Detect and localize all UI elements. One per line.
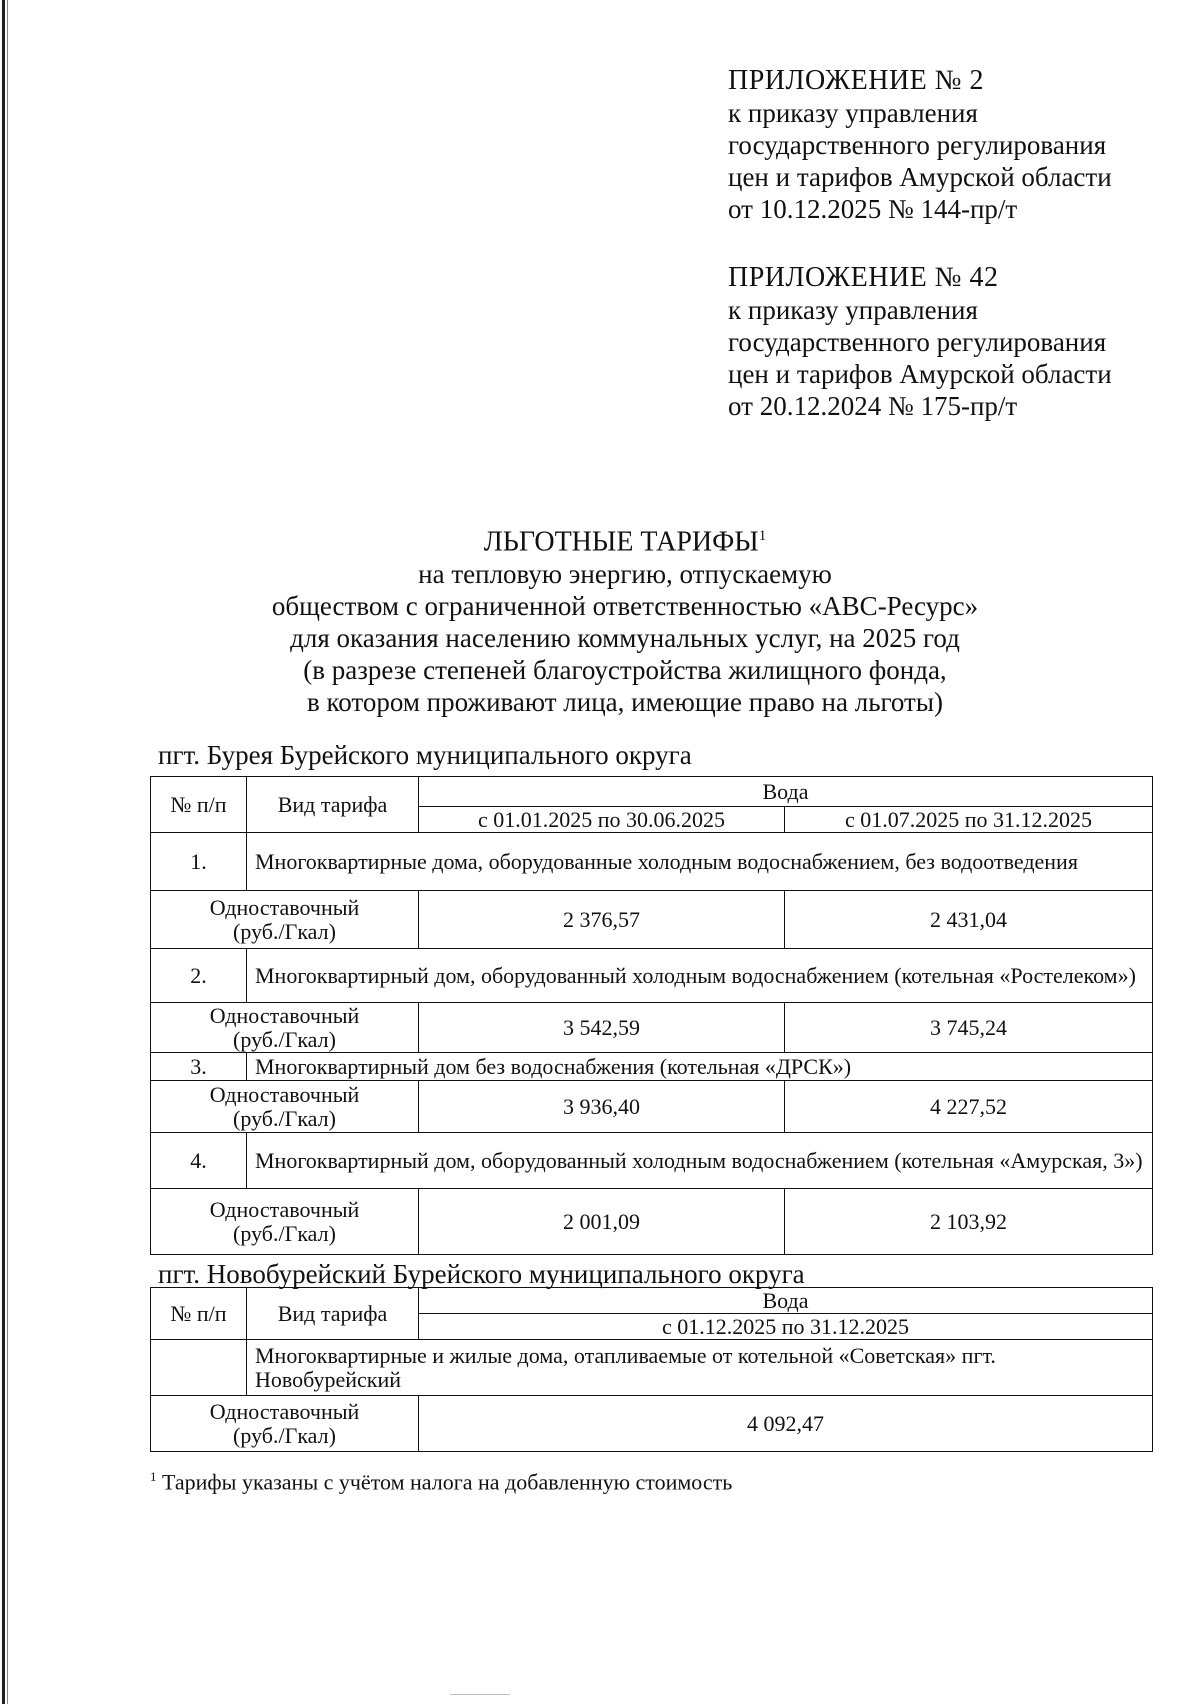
row-num: 4. xyxy=(151,1133,247,1189)
row-num: 2. xyxy=(151,949,247,1003)
title-line: (в разрезе степеней благоустройства жилищного фонда, xyxy=(303,655,947,686)
tariff-table-2 xyxy=(150,1287,1153,1452)
tariff-label: Одноставочный (руб./Гкал) xyxy=(151,1189,419,1255)
value-cell: 3 745,24 xyxy=(785,1003,1153,1053)
title-line: для оказания населению коммунальных услуг, на 2025 год xyxy=(290,623,960,654)
row-description: Многоквартирные и жилые дома, отапливаемые от котельной «Советская» пгт. Новобурейский xyxy=(247,1340,1153,1396)
title-line: в котором проживают лица, имеющие право на льготы) xyxy=(307,687,943,718)
appendix-line: цен и тарифов Амурской области xyxy=(728,162,1112,192)
table-row xyxy=(151,1189,1153,1255)
appendix-block-2 xyxy=(728,262,1112,422)
tariff-label: Одноставочный (руб./Гкал) xyxy=(151,1081,419,1133)
table-row xyxy=(151,891,1153,949)
title-main: ЛЬГОТНЫЕ ТАРИФЫ$^1$ xyxy=(483,526,767,558)
appendix-block-1 xyxy=(728,65,1112,225)
footnote-mark: 1 xyxy=(150,1469,157,1484)
tariff-label: Одноставочный (руб./Гкал) xyxy=(151,891,419,949)
document-title xyxy=(200,520,1050,718)
table-row xyxy=(151,833,1153,891)
title-line: обществом с ограниченной ответственностью «АВС-Ресурс» xyxy=(271,591,979,622)
title-line: на тепловую энергию, отпускаемую xyxy=(418,559,832,590)
table-row xyxy=(151,1133,1153,1189)
row-num xyxy=(151,1340,247,1396)
table-row xyxy=(151,1340,1153,1396)
table-row xyxy=(151,1396,1153,1452)
scan-left-edge-shadow xyxy=(7,0,8,1704)
value-cell: 4 092,47 xyxy=(419,1396,1153,1452)
header-group: Вода xyxy=(419,1288,1153,1314)
appendix-heading-2: ПРИЛОЖЕНИЕ № 42 xyxy=(728,262,999,293)
appendix-line: к приказу управления xyxy=(728,98,978,128)
value-cell: 3 936,40 xyxy=(419,1081,785,1133)
appendix-line: цен и тарифов Амурской области xyxy=(728,359,1112,389)
locality-heading-1: пгт. Бурея Бурейского муниципального округа xyxy=(158,740,692,770)
header-period-2: с 01.07.2025 по 31.12.2025 xyxy=(785,807,1153,833)
header-group: Вода xyxy=(419,777,1153,807)
row-description: Многоквартирный дом, оборудованный холодным водоснабжением (котельная «Амурская, 3») xyxy=(247,1133,1153,1189)
appendix-line: от 20.12.2024 № 175-пр/т xyxy=(728,391,1018,421)
header-tariff-type: Вид тарифа xyxy=(247,1288,419,1340)
footnote-mark: 1 xyxy=(758,528,767,544)
value-cell: 2 376,57 xyxy=(419,891,785,949)
row-description: Многоквартирный дом, оборудованный холодным водоснабжением (котельная «Ростелеком») xyxy=(247,949,1153,1003)
appendix-heading-1: ПРИЛОЖЕНИЕ № 2 xyxy=(728,65,984,96)
row-num: 1. xyxy=(151,833,247,891)
footnote-text: Тарифы указаны с учётом налога на добавленную стоимость xyxy=(162,1469,733,1495)
appendix-line: государственного регулирования xyxy=(728,327,1107,357)
header-period-1: с 01.01.2025 по 30.06.2025 xyxy=(419,807,785,833)
locality-heading-2: пгт. Новобурейский Бурейского муниципального округа xyxy=(158,1259,805,1289)
table-row xyxy=(151,1003,1153,1053)
value-cell: 3 542,59 xyxy=(419,1003,785,1053)
tariff-label: Одноставочный (руб./Гкал) xyxy=(151,1396,419,1452)
table-row xyxy=(151,949,1153,1003)
appendix-line: к приказу управления xyxy=(728,295,978,325)
table-row xyxy=(151,1053,1153,1081)
header-period-1: с 01.12.2025 по 31.12.2025 xyxy=(419,1314,1153,1340)
tariff-table-1 xyxy=(150,776,1153,1255)
row-num: 3. xyxy=(151,1053,247,1081)
appendix-line: государственного регулирования xyxy=(728,130,1107,160)
scan-left-edge xyxy=(2,0,5,1704)
value-cell: 2 103,92 xyxy=(785,1189,1153,1255)
tariff-label: Одноставочный (руб./Гкал) xyxy=(151,1003,419,1053)
value-cell: 2 001,09 xyxy=(419,1189,785,1255)
value-cell: 2 431,04 xyxy=(785,891,1153,949)
value-cell: 4 227,52 xyxy=(785,1081,1153,1133)
row-description: Многоквартирный дом без водоснабжения (котельная «ДРСК») xyxy=(247,1053,1153,1081)
appendix-line: от 10.12.2025 № 144-пр/т xyxy=(728,194,1018,224)
header-tariff-type: Вид тарифа xyxy=(247,777,419,833)
footnote xyxy=(150,1464,732,1495)
table-row xyxy=(151,1081,1153,1133)
row-description: Многоквартирные дома, оборудованные холодным водоснабжением, без водоотведения xyxy=(247,833,1153,891)
header-num: № п/п xyxy=(151,1288,247,1340)
header-num: № п/п xyxy=(151,777,247,833)
scan-artifact xyxy=(450,1694,510,1695)
